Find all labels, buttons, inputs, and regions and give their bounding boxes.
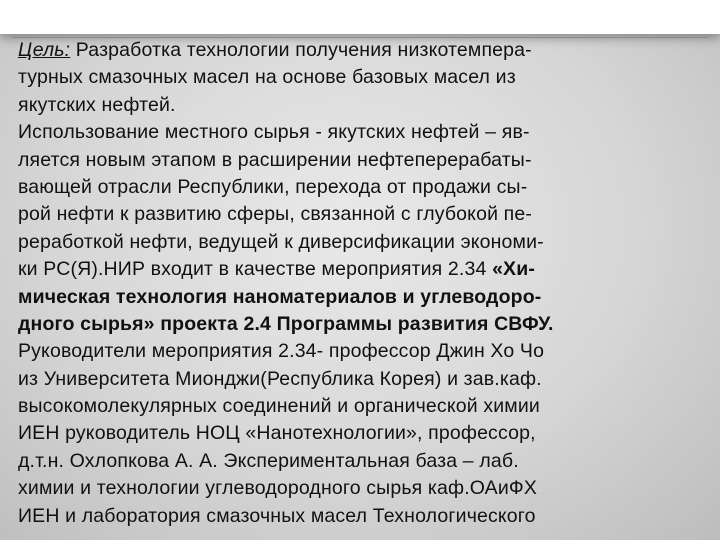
text-segment: Использование местного сырья - якутских нефтей – яв- bbox=[18, 121, 530, 144]
text-segment: Разработка технологии получения низкотемпера- bbox=[70, 39, 532, 61]
bold-text-segment: дного сырья» проекта 2.4 Программы развития СВФУ. bbox=[18, 312, 554, 335]
text-line bbox=[18, 420, 708, 447]
text-line bbox=[18, 393, 708, 420]
text-line bbox=[18, 503, 708, 530]
text-line bbox=[18, 366, 708, 393]
text-segment: ляется новым этапом в расширении нефтеперерабаты- bbox=[18, 148, 532, 171]
text-segment: вающей отрасли Республики, перехода от продажи сы- bbox=[18, 175, 528, 198]
text-segment: д.т.н. Охлопкова А. А. Экспериментальная база – лаб. bbox=[18, 449, 519, 472]
text-segment: из Университета Мионджи(Республика Корея) и зав.каф. bbox=[18, 367, 542, 390]
text-segment: ИЕН руководитель НОЦ «Нанотехнологии», профессор, bbox=[18, 422, 536, 445]
text-line bbox=[18, 475, 708, 502]
text-line bbox=[18, 64, 708, 91]
text-segment: ИЕН и лаборатория смазочных масел Технологического bbox=[18, 504, 536, 527]
text-line bbox=[18, 92, 708, 119]
text-line bbox=[18, 119, 708, 146]
text-segment: турных смазочных масел на основе базовых масел из bbox=[18, 66, 516, 89]
bold-text-segment: мическая технология наноматериалов и углеводоро- bbox=[18, 285, 542, 308]
text-segment: рой нефти к развитию сферы, связанной с глубокой пе- bbox=[18, 203, 533, 226]
text-line bbox=[18, 311, 708, 338]
bold-text-segment: «Хи- bbox=[492, 258, 535, 281]
text-line bbox=[18, 201, 708, 228]
text-line bbox=[18, 229, 708, 256]
text-line bbox=[18, 338, 708, 365]
text-segment: химии и технологии углеводородного сырья каф.ОАиФХ bbox=[18, 477, 538, 500]
text-segment: ки РС(Я).НИР входит в качестве мероприятия 2.34 bbox=[18, 258, 493, 281]
text-line bbox=[18, 256, 708, 283]
text-segment: якутских нефтей. bbox=[18, 93, 176, 116]
text-segment: Руководители мероприятия 2.34- профессор Джин Хо Чо bbox=[18, 340, 545, 363]
text-line bbox=[18, 37, 708, 64]
slide-top-bar bbox=[0, 0, 720, 34]
body-text bbox=[18, 37, 708, 530]
text-line bbox=[18, 448, 708, 475]
text-line bbox=[18, 174, 708, 201]
text-segment: реработкой нефти, ведущей к диверсификации экономи- bbox=[18, 230, 544, 253]
text-segment: высокомолекулярных соединений и органической химии bbox=[18, 395, 540, 418]
text-line bbox=[18, 147, 708, 174]
goal-label: Цель: bbox=[18, 39, 71, 61]
text-line bbox=[18, 284, 708, 311]
